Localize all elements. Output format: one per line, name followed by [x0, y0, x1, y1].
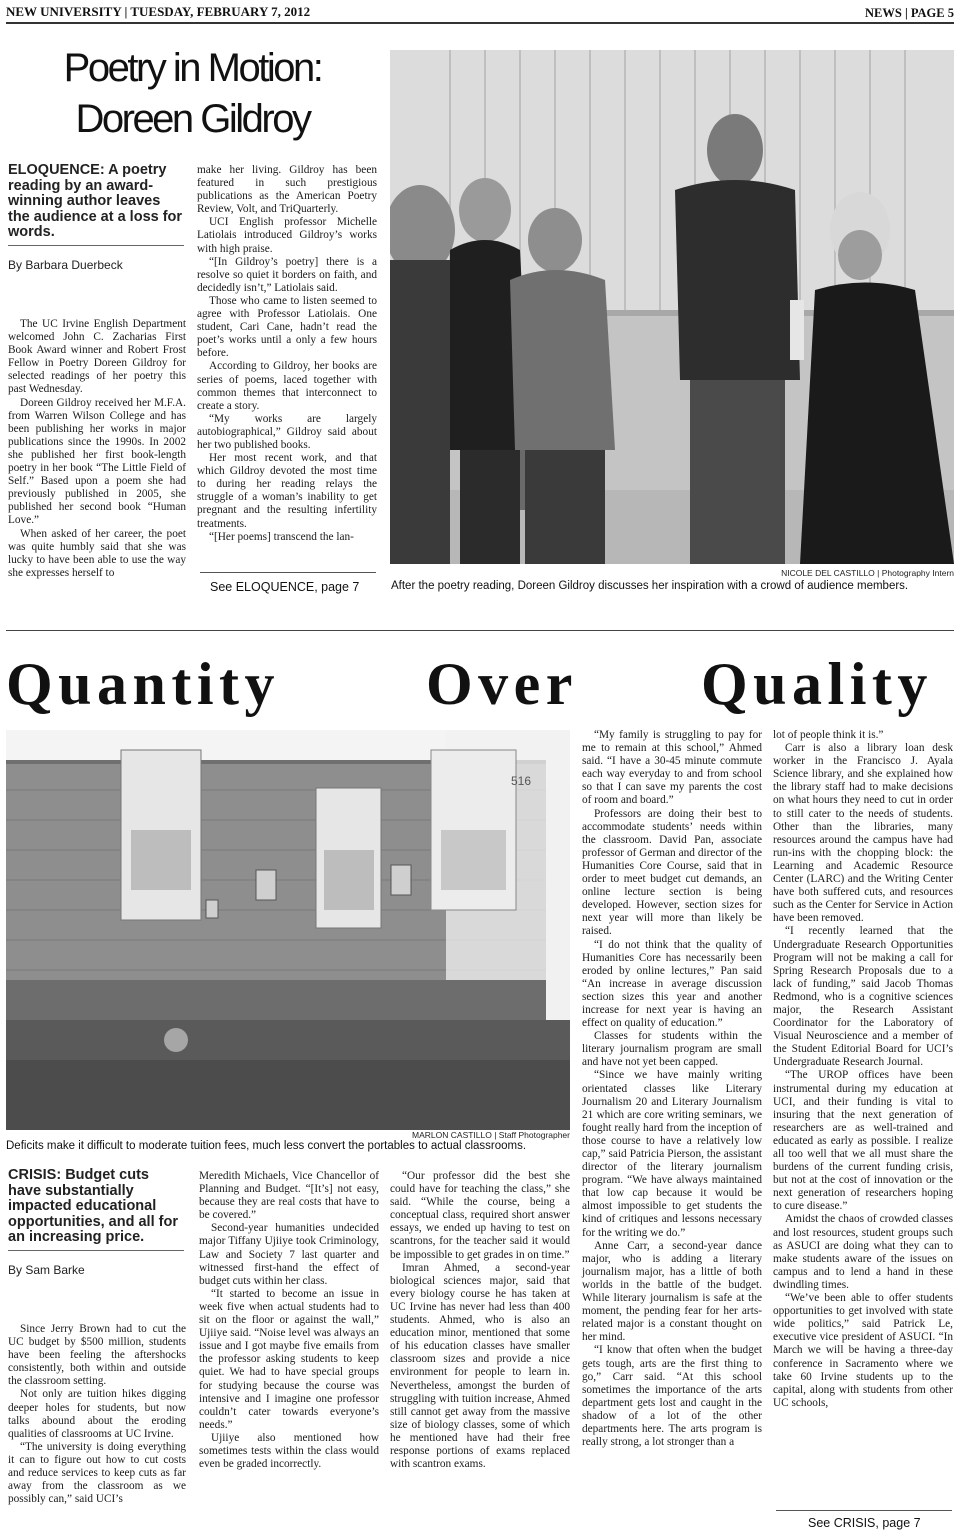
- paragraph: “Since we have mainly writing orientated classes like Literary Journalism 20 and Literary Journalism 21 which are core writing seminars, we fought really hard from the inception of those course to have a relatively low cap,” said Patricia Pierson, the assistant director of the literary journalism program. “We have always maintained that low cap because it would be almost impossible to get students the kind of critiques and lessons necessary for the writing we do.”: [582, 1069, 762, 1239]
- paragraph: When asked of her career, the poet was quite humbly said that she was lucky to have been able to use the way she expresses herself to: [8, 527, 186, 579]
- paragraph: “The university is doing everything it can to figure out how to cut costs and reduce services to keep cuts as far away from the classroom as we possibly can,” said UCI’s: [8, 1440, 186, 1506]
- story1-jump-rule: [200, 572, 376, 573]
- headline-line-1: Poetry in Motion:: [63, 46, 322, 90]
- story2-jump-rule: [776, 1510, 952, 1511]
- paragraph: “The UROP offices have been instrumental during my education at UCI, and their funding is vital to insuring that the next generation of researchers are as well-trained and educated as early as possible. I realize all too well that we all must share the burdens of the current funding crisis, but not at the cost of innovation or the next generation of researchers hoping to cure disease.”: [773, 1069, 953, 1213]
- paragraph: Anne Carr, a second-year dance major, who is adding a literary journalism major, has a little of both worlds in the battle of the budget. While literary journalism is safe at the moment, the pending fear for her arts-related major is a constant thought on her mind.: [582, 1239, 762, 1344]
- story1-jump-link[interactable]: See ELOQUENCE, page 7: [210, 580, 360, 594]
- paragraph: Meredith Michaels, Vice Chancellor of Planning and Budget. “[It’s] not easy, because they are real costs that have to be covered.”: [199, 1170, 379, 1222]
- paragraph: “I know that often when the budget gets tough, arts are the first thing to go,” Carr said. “At this school sometimes the importance of the arts department gets lost and caught in the shadow of a lot of the other departments here. The arts program is really strong, a lot stronger than a: [582, 1344, 762, 1449]
- header-right: NEWS | PAGE 5: [865, 6, 954, 20]
- audience-photo-illustration: [390, 50, 954, 564]
- paragraph: Classes for students within the literary journalism program are small and have not yet been capped.: [582, 1030, 762, 1069]
- paragraph: “I do not think that the quality of Humanities Core has necessarily been eroded by online lectures,” Pan said “An increase in average discussion section sizes this year and another increase for next year is having an effect on quality of education.”: [582, 938, 762, 1030]
- story2-col2: [199, 1170, 379, 1471]
- story2-jump-link[interactable]: See CRISIS, page 7: [808, 1516, 921, 1530]
- portable-classroom-illustration: [6, 730, 570, 1130]
- paragraph: “[In Gildroy’s poetry] there is a resolve so quiet it borders on faith, and decidedly isn’t,” Latiolais said.: [197, 255, 377, 294]
- story1-caption: After the poetry reading, Doreen Gildroy discusses her inspiration with a crowd of audience members.: [391, 580, 909, 592]
- paragraph: “My family is struggling to pay for me to remain at this school,” Ahmed said. “I have a 30-45 minute commute each way everyday to and from school so that I can save my parents the cost of room and board.”: [582, 729, 762, 807]
- paragraph: Professors are doing their best to accommodate students’ needs within the classroom. David Pan, associate professor of German and director of the Humanities Core Course, said that in order to meet budget cut demands, an online lecture section is being developed. However, section sizes for next year will more than likely be raised.: [582, 807, 762, 938]
- story2-deck-rule: [8, 1250, 184, 1251]
- paragraph: lot of people think it is.”: [773, 729, 884, 741]
- paragraph: Ujiiye also mentioned how sometimes tests within the class would even be graded incorrectly.: [199, 1431, 379, 1471]
- building-number: 516: [511, 774, 532, 788]
- story2-deck: CRISIS: Budget cuts have substantially impacted educational opportunities, and all for an increasing price.: [8, 1167, 178, 1245]
- story1-col1: [8, 318, 186, 580]
- paragraph: Carr is also a library loan desk worker in the Francisco J. Ayala Science library, and she explained how the library staff had to make decisions on what hours they need to cut in order to still cater to the needs of students. Other than the libraries, many resources around the campus have had run-ins with the chopping block: the Learning and Academic Resource Center (LARC) and the Writing Center have both suffered cuts, and resources such as the Center for Service in Action have been removed.: [773, 742, 953, 925]
- paragraph: “Our professor did the best she could have for teaching the class,” she said. “While the course, being a conceptual class, required short answer essays, we ended up having to test on scantrons, for the teacher said it would be impossible to get grades in on time.”: [390, 1170, 570, 1261]
- paragraph: Not only are tuition hikes digging deeper holes for students, but now talks abound about the eroding qualities of classrooms at UC Irvine.: [8, 1388, 186, 1440]
- section-divider: [6, 630, 954, 631]
- paragraph: Doreen Gildroy received her M.F.A. from Warren Wilson College and has been publishing her works in major publications since the 1990s. In 2002 she published her first book-length poetry in her book “The Little Field of Self.” Based upon a poem she had previously published in 2005, she published her second book “Human Love.”: [8, 396, 186, 527]
- page-header: [6, 4, 954, 22]
- header-left: NEW UNIVERSITY | TUESDAY, FEBRUARY 7, 2012: [6, 4, 311, 19]
- story2-headline: [6, 648, 958, 720]
- paragraph: According to Gildroy, her books are series of poems, laced together with common themes that interconnect to create a story.: [197, 360, 377, 412]
- story2-byline: By Sam Barke: [8, 1263, 85, 1277]
- paragraph: “[Her poems] transcend the lan-: [209, 530, 354, 543]
- paragraph: “It started to become an issue in week five when actual students had to sit on the floor or against the wall,” Ujiiye said. “Noise level was always an issue and I got maybe five emails from the professor asking students to keep quiet. We had to have special groups for studying because the course was intensive and I imagine one professor couldn’t cater towards everyone’s needs.”: [199, 1287, 379, 1431]
- paragraph: The UC Irvine English Department welcomed John C. Zacharias First Book Award winner and Robert Frost Fellow in Poetry Doreen Gildroy for selected readings of her poetry this past Wednesday.: [8, 318, 186, 396]
- story1-byline: By Barbara Duerbeck: [8, 258, 123, 272]
- story1-col2: [197, 164, 377, 544]
- story2-col3: [390, 1170, 570, 1471]
- story2-col1: [8, 1323, 186, 1506]
- paragraph: Imran Ahmed, a second-year biological sciences major, said that every biology course he has taken at UC Irvine has never had less than 400 students. Ahmed, who is also an education minor, mentioned that some of his education classes have smaller classroom sizes and provide a nice environment for people to learn in. Nevertheless, amongst the burden of struggling with tuition increase, Ahmed still cannot get away from the massive size of biology classes, some of which he mentioned have had their free response portions of exams replaced with scantron exams.: [390, 1261, 570, 1471]
- paragraph: Second-year humanities undecided major Tiffany Ujiiye took Criminology, Law and Society 7 last quarter and witnessed first-hand the effect of budget cuts within her class.: [199, 1222, 379, 1287]
- story1-photo-credit: NICOLE DEL CASTILLO | Photography Intern: [781, 568, 954, 578]
- paragraph: Those who came to listen seemed to agree with Professor Latiolais. One student, Cari Cane, hadn’t read the poet’s works until a only a few hours before.: [197, 294, 377, 360]
- paragraph: “I recently learned that the Undergraduate Research Opportunities Program will not be making a call for Spring Research Proposals due to a lack of funding,” said Jacob Thomas Redmond, who is a cognitive sciences major, the Research Assistant Coordinator for the Laboratory of Visual Neuroscience and a member of the Student Editorial Board for UCI’s Undergraduate Research Journal.: [773, 925, 953, 1069]
- paragraph: Amidst the chaos of crowded classes and lost resources, student groups such as ASUCI are doing what they can to make students aware of the issues on campus and to lend a hand in these dwindling times.: [773, 1213, 953, 1291]
- story1-headline: [10, 44, 375, 143]
- headline-word-quality: Quality: [701, 651, 933, 717]
- story2-photo-credit: MARLON CASTILLO | Staff Photographer: [412, 1130, 570, 1140]
- paragraph: make her living. Gildroy has been featured in such prestigious publications as the American Poetry Review, Volt, and TriQuarterly.: [197, 164, 377, 216]
- story2-col5: [773, 729, 953, 1410]
- paragraph: Since Jerry Brown had to cut the UC budget by $500 million, students have been feeling the aftershocks consistently, both within and outside the classroom setting.: [8, 1323, 186, 1388]
- story1-deck-rule: [8, 245, 184, 246]
- paragraph: Her most recent work, and that which Gildroy devoted the most time to during her reading relays the struggle of a woman’s inability to get pregnant and the resulting infertility treatments.: [197, 452, 377, 530]
- story2-col4: [582, 729, 762, 1449]
- story1-deck: ELOQUENCE: A poetry reading by an award-winning author leaves the audience at a loss for words.: [8, 162, 183, 240]
- headline-word-over: Over: [426, 651, 578, 717]
- headline-word-quantity: Quantity: [6, 651, 281, 717]
- paragraph: UCI English professor Michelle Latiolais introduced Gildroy’s works with high praise.: [197, 216, 377, 255]
- paragraph: “My works are largely autobiographical,” Gildroy said about her two published books.: [197, 412, 377, 451]
- story2-caption: Deficits make it difficult to moderate tuition fees, much less convert the portables to actual classrooms.: [6, 1140, 527, 1152]
- headline-line-2: Doreen Gildroy: [75, 97, 310, 141]
- paragraph: “We’ve been able to offer students opportunities to get involved with state wide politics,” said Patrick Le, executive vice president of ASUCI. “In March we will be having a three-day conference in Sacramento where we take 60 Irvine students up to the capital, along with students from other UC schools,: [773, 1292, 953, 1409]
- header-rule: [6, 22, 954, 24]
- story2-photo: [6, 730, 570, 1130]
- story1-photo: [390, 50, 954, 564]
